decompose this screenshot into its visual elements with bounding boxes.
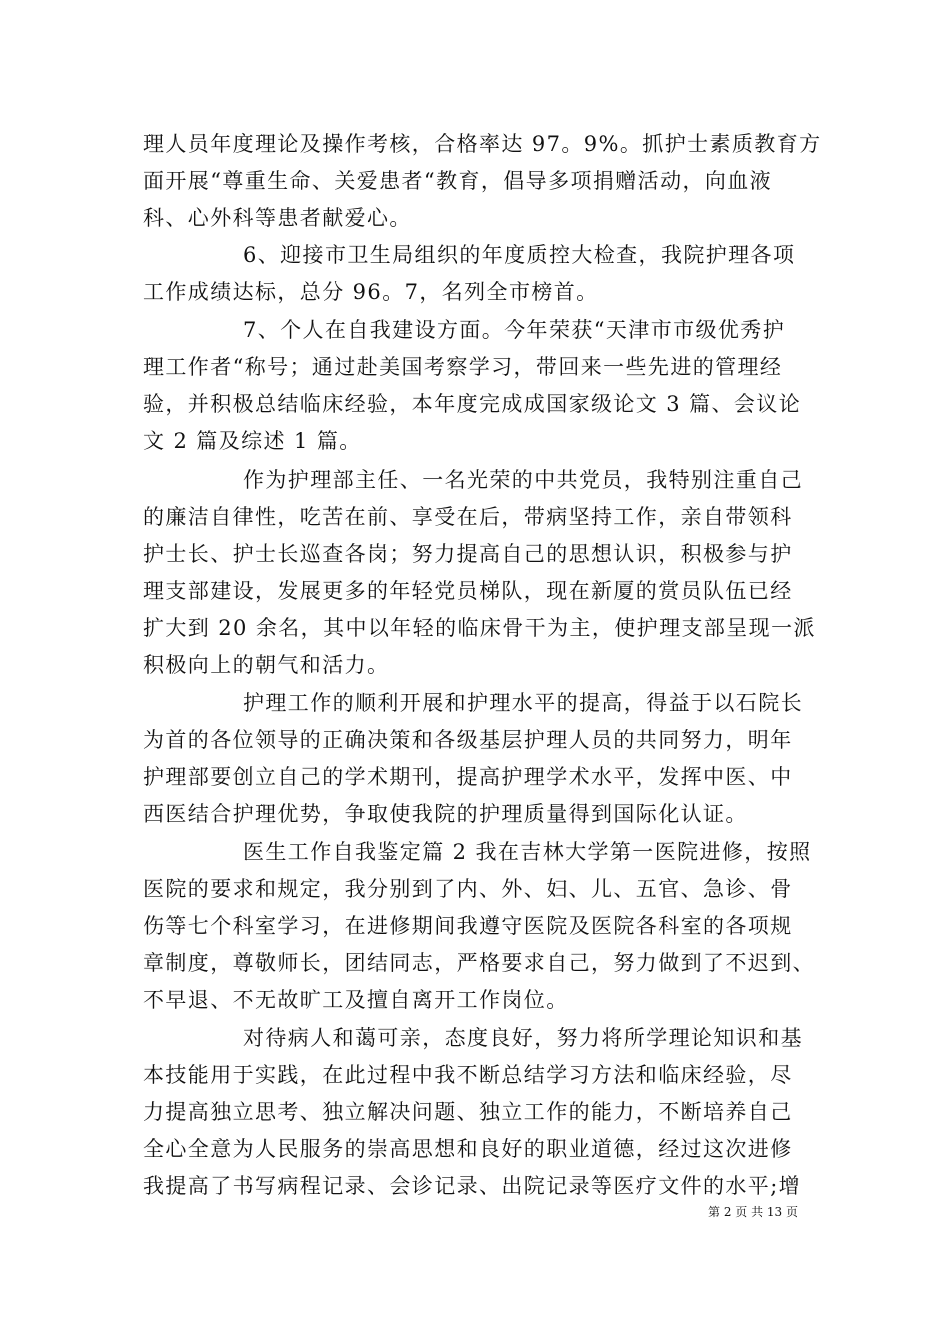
text-line: 不早退、不无故旷工及擅自离开工作岗位。: [143, 988, 569, 1012]
text-line: 我提高了书写病程记录、会诊记录、出院记录等医疗文件的水平;增: [143, 1174, 802, 1198]
text-line: 面开展“尊重生命、关爱患者“教育，倡导多项捐赠活动，向血液: [143, 169, 773, 193]
text-line: 对待病人和蔼可亲，态度良好，努力将所学理论知识和基: [243, 1026, 803, 1050]
text-line: 工作成绩达标，总分 96。7，名列全市榜首。: [143, 280, 599, 304]
text-line: 护理部要创立自己的学术期刊，提高护理学术水平，发挥中医、中: [143, 765, 793, 789]
text-line: 理人员年度理论及操作考核，合格率达 97。9%。抓护士素质教育方: [143, 132, 822, 156]
text-line: 扩大到 20 余名，其中以年轻的临床骨干为主，使护理支部呈现一派: [143, 616, 816, 640]
text-line: 护士长、护士长巡查各岗；努力提高自己的思想认识，积极参与护: [143, 542, 793, 566]
text-line: 力提高独立思考、独立解决问题、独立工作的能力，不断培养自己: [143, 1100, 793, 1124]
text-line: 本技能用于实践，在此过程中我不断总结学习方法和临床经验，尽: [143, 1063, 793, 1087]
text-line: 理工作者“称号；通过赴美国考察学习，带回来一些先进的管理经: [143, 355, 783, 379]
text-line: 作为护理部主任、一名光荣的中共党员，我特别注重自己: [243, 468, 803, 492]
text-line: 7、个人在自我建设方面。今年荣获“天津市市级优秀护: [243, 318, 786, 342]
text-line: 文 2 篇及综述 1 篇。: [143, 429, 362, 453]
text-line: 全心全意为人民服务的崇高思想和良好的职业道德，经过这次进修: [143, 1137, 793, 1161]
text-line: 的廉洁自律性，吃苦在前、享受在后，带病坚持工作，亲自带领科: [143, 505, 793, 529]
text-line: 章制度，尊敬师长，团结同志，严格要求自己，努力做到了不迟到、: [143, 951, 815, 975]
text-line: 护理工作的顺利开展和护理水平的提高，得益于以石院长: [243, 691, 803, 715]
text-line: 6、迎接市卫生局组织的年度质控大检查，我院护理各项: [243, 243, 796, 267]
text-line: 为首的各位领导的正确决策和各级基层护理人员的共同努力，明年: [143, 728, 793, 752]
text-line: 伤等七个科室学习，在进修期间我遵守医院及医院各科室的各项规: [143, 914, 793, 938]
text-line: 积极向上的朝气和活力。: [143, 653, 390, 677]
text-line: 理支部建设，发展更多的年轻党员梯队，现在新厦的赏员队伍已经: [143, 579, 793, 603]
page-number: 第 2 页 共 13 页: [708, 1205, 798, 1219]
text-line: 医生工作自我鉴定篇 2 我在吉林大学第一医院进修，按照: [243, 840, 812, 864]
text-line: 医院的要求和规定，我分别到了内、外、妇、儿、五官、急诊、骨: [143, 877, 793, 901]
text-line: 西医结合护理优势，争取使我院的护理质量得到国际化认证。: [143, 802, 748, 826]
text-line: 科、心外科等患者献爱心。: [143, 206, 412, 230]
text-line: 验，并积极总结临床经验，本年度完成成国家级论文 3 篇、会议论: [143, 392, 802, 416]
